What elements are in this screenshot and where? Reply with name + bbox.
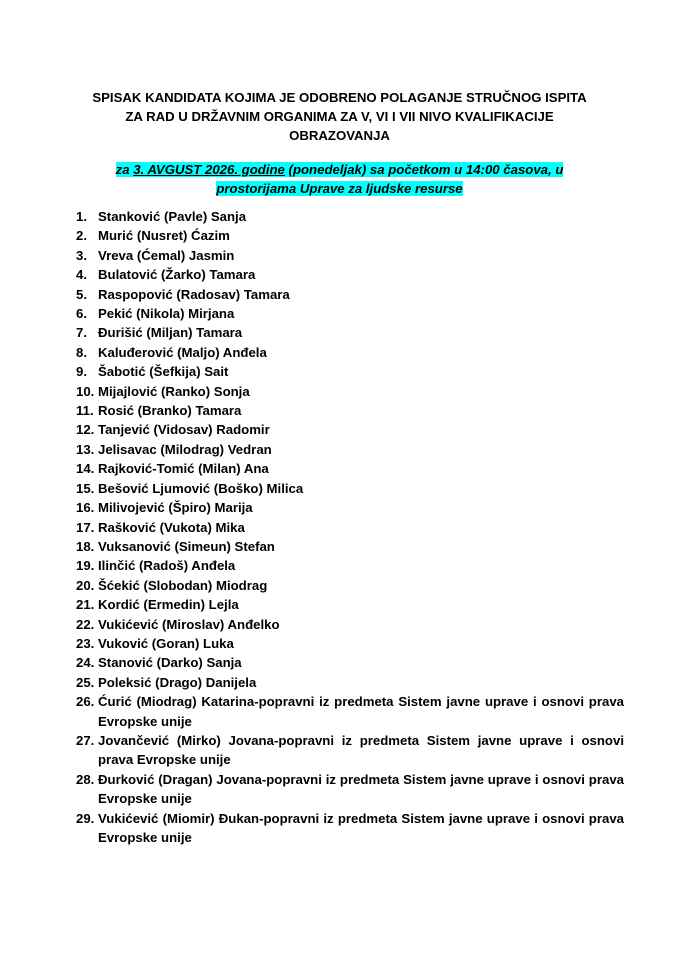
list-item: [76, 401, 624, 420]
candidate-name: Rašković (Vukota) Mika: [98, 519, 245, 535]
list-item: [76, 595, 624, 614]
candidate-name: Milivojević (Špiro) Marija: [98, 500, 253, 516]
list-item-number: 6.: [76, 306, 87, 322]
list-item-number: 28.: [76, 771, 95, 787]
list-item-number: 5.: [76, 286, 87, 302]
list-item-number: 7.: [76, 325, 87, 341]
list-item-number: 18.: [76, 538, 95, 554]
list-item: [76, 770, 624, 809]
list-item-number: 15.: [76, 480, 95, 496]
list-item-number: 1.: [76, 209, 87, 224]
list-item: [76, 731, 624, 770]
list-item-number: 16.: [76, 500, 95, 516]
list-item: [76, 556, 624, 575]
candidate-name: Rosić (Branko) Tamara: [98, 403, 242, 419]
candidate-name: Poleksić (Drago) Danijela: [98, 674, 257, 690]
candidate-name: Jelisavac (Milodrag) Vedran: [98, 441, 272, 457]
candidate-name: Ćurić (Miodrag) Katarina-popravni iz predmeta Sistem javne uprave i osnovi prava Evropske unije: [98, 694, 624, 729]
candidate-name: Ilinčić (Radoš) Anđela: [98, 558, 236, 574]
exam-schedule-note: [40, 160, 639, 198]
schedule-line-1: [116, 162, 564, 177]
list-item-number: 17.: [76, 519, 95, 535]
list-item: [76, 226, 624, 245]
candidate-name: Rajković-Tomić (Milan) Ana: [98, 461, 269, 477]
schedule-line-2: prostorijama Uprave za ljudske resurse: [216, 181, 463, 196]
list-item: [76, 459, 624, 478]
list-item-number: 24.: [76, 655, 95, 671]
list-item-number: 4.: [76, 267, 87, 283]
list-item-number: 21.: [76, 597, 95, 613]
title-line-1: SPISAK KANDIDATA KOJIMA JE ODOBRENO POLAGANJE STRUČNOG ISPITA: [92, 90, 587, 105]
candidate-name: Kordić (Ermedin) Lejla: [98, 597, 239, 613]
list-item-number: 10.: [76, 383, 95, 399]
list-item: [76, 440, 624, 459]
list-item: [76, 615, 624, 634]
candidate-name: Vukićević (Miomir) Đukan-popravni iz predmeta Sistem javne uprave i osnovi prava Evropske unije: [98, 810, 624, 845]
list-item-number: 27.: [76, 732, 95, 748]
list-item-number: 2.: [76, 228, 87, 244]
candidate-name: Vuković (Goran) Luka: [98, 635, 234, 651]
list-item: [76, 285, 624, 304]
list-item-number: 26.: [76, 694, 95, 710]
candidate-name: Jovančević (Mirko) Jovana-popravni iz predmeta Sistem javne uprave i osnovi prava Evropske unije: [98, 732, 624, 768]
list-item: [76, 304, 624, 323]
list-item-number: 23.: [76, 635, 95, 651]
candidate-name: Šćekić (Slobodan) Miodrag: [98, 577, 268, 593]
list-item: [76, 343, 624, 362]
candidate-name: Đurišić (Miljan) Tamara: [98, 325, 243, 341]
list-item: [76, 420, 624, 439]
exam-date: 3. AVGUST 2026. godine: [133, 162, 285, 177]
list-item: [76, 537, 624, 556]
list-item-number: 8.: [76, 344, 87, 360]
list-item-number: 11.: [76, 403, 94, 419]
list-item: [76, 809, 624, 848]
candidate-name: Vuksanović (Simeun) Stefan: [98, 538, 275, 554]
candidate-name: Pekić (Nikola) Mirjana: [98, 306, 235, 322]
candidate-name: Tanjević (Vidosav) Radomir: [98, 422, 270, 438]
title-line-2: ZA RAD U DRŽAVNIM ORGANIMA ZA V, VI I VII NIVO KVALIFIKACIJE: [125, 109, 554, 124]
list-item-number: 13.: [76, 441, 95, 457]
list-item: [76, 265, 624, 284]
candidate-name: Raspopović (Radosav) Tamara: [98, 286, 290, 302]
list-item: [76, 246, 624, 265]
list-item-number: 29.: [76, 810, 95, 826]
candidate-name: Šabotić (Šefkija) Sait: [98, 364, 229, 380]
list-item: [76, 479, 624, 498]
list-item: [76, 576, 624, 595]
candidate-name: Đurković (Dragan) Jovana-popravni iz predmeta Sistem javne uprave i osnovi prava Evropske unije: [98, 771, 624, 807]
list-item-number: 14.: [76, 461, 95, 477]
list-item: [76, 207, 624, 226]
candidate-name: Stanović (Darko) Sanja: [98, 655, 242, 671]
list-item: [76, 362, 624, 381]
candidate-name: Murić (Nusret) Ćazim: [98, 228, 230, 244]
document-title: [40, 88, 639, 145]
candidate-list: [76, 207, 624, 847]
list-item: [76, 692, 624, 731]
schedule-time-text: (ponedeljak) sa početkom u 14:00 časova, u: [284, 162, 564, 177]
schedule-prefix: za: [115, 162, 134, 177]
list-item: [76, 653, 624, 672]
list-item: [76, 323, 624, 342]
list-item-number: 9.: [76, 364, 87, 380]
candidate-name: Mijajlović (Ranko) Sonja: [98, 383, 250, 399]
candidate-name: Kaluđerović (Maljo) Anđela: [98, 344, 267, 360]
candidate-name: Bulatović (Žarko) Tamara: [98, 267, 256, 283]
list-item: [76, 518, 624, 537]
list-item: [76, 673, 624, 692]
list-item: [76, 498, 624, 517]
list-item: [76, 634, 624, 653]
list-item-number: 22.: [76, 616, 95, 632]
list-item-number: 3.: [76, 247, 87, 263]
list-item-number: 25.: [76, 674, 95, 690]
candidate-name: Bešović Ljumović (Boško) Milica: [98, 480, 304, 496]
list-item: [76, 382, 624, 401]
list-item-number: 12.: [76, 422, 95, 438]
list-item-number: 20.: [76, 577, 95, 593]
title-line-3: OBRAZOVANJA: [289, 128, 390, 143]
candidate-name: Vreva (Ćemal) Jasmin: [98, 247, 235, 263]
list-item-number: 19.: [76, 558, 95, 574]
candidate-name: Vukićević (Miroslav) Anđelko: [98, 616, 280, 632]
candidate-name: Stanković (Pavle) Sanja: [98, 209, 247, 224]
